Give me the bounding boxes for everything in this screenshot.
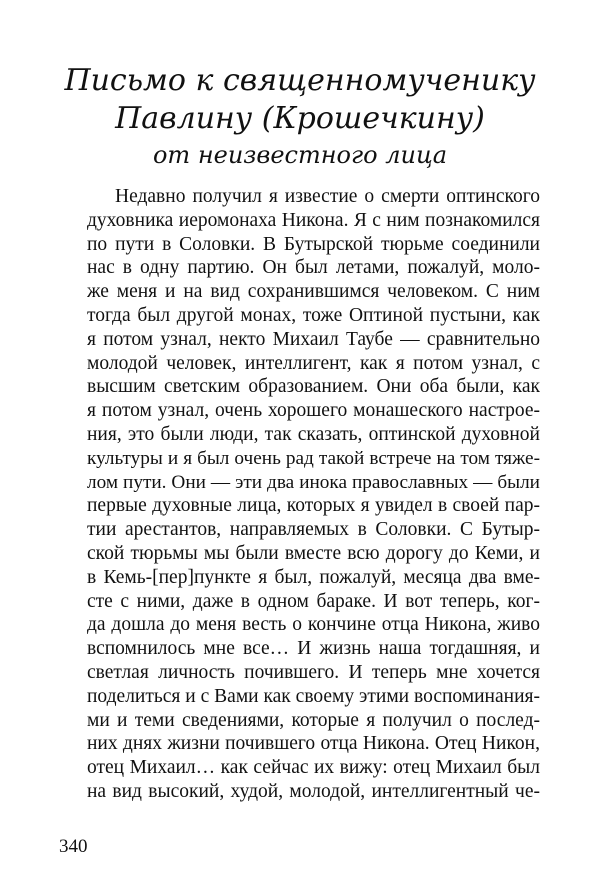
text-line: на вид высокий, худой, молодой, интеллигентный че-	[87, 780, 540, 802]
text-line: нас в одну партию. Он был летами, пожалуй, моло-	[87, 257, 540, 279]
text-line: ской тюрьмы мы были вместе всю дорогу до Кеми, и	[87, 542, 540, 564]
text-line: светлая личность почившего. И теперь мне хочется	[87, 661, 540, 683]
page-number: 340	[59, 836, 88, 857]
text-line: вспомнилось мне все… И жизнь наша тогдашняя, и	[87, 638, 540, 660]
text-line: да дошла до меня весть о кончине отца Никона, живо	[87, 614, 540, 636]
text-line: я потом узнал, некто Михаил Таубе — сравнительно	[87, 328, 540, 350]
text-line: тогда был другой монах, тоже Оптиной пустыни, как	[87, 304, 540, 326]
text-line: я потом узнал, очень хорошего монашеского настрое-	[87, 400, 540, 422]
text-line: лом пути. Они — эти два инока православных — были	[87, 471, 540, 493]
text-line: по пути в Соловки. В Бутырской тюрьме соединили	[87, 233, 540, 255]
chapter-title-line-2: Павлину (Крошечкину)	[115, 101, 485, 136]
text-line: высшим светским образованием. Они оба были, как	[87, 376, 540, 398]
text-line: отец Михаил… как сейчас их вижу: отец Михаил был	[87, 757, 540, 779]
body-text	[87, 185, 540, 804]
chapter-title-line-1: Письмо к священномученику	[64, 63, 536, 98]
text-line: Недавно получил я известие о смерти оптинского	[115, 186, 540, 207]
text-line: молодой человек, интеллигент, как я потом узнал, с	[87, 352, 540, 374]
text-line: тии арестантов, направляемых в Соловки. С Бутыр-	[87, 519, 540, 541]
text-line: поделиться и с Вами как своему этими воспоминания-	[87, 685, 540, 707]
text-line: ми и теми сведениями, которые я получил о послед-	[87, 709, 540, 731]
chapter-subtitle: от неизвестного лица	[152, 141, 448, 169]
text-line: ния, это были люди, так сказать, оптинской духовной	[87, 423, 540, 445]
text-line: культуры и я был очень рад такой встрече на том тяже-	[87, 447, 540, 469]
text-line: же меня и на вид сохранившимся человеком. С ним	[87, 281, 540, 303]
text-line: первые духовные лица, которых я увидел в своей пар-	[87, 495, 540, 517]
text-line: духовника иеромонаха Никона. Я с ним познакомился	[87, 209, 540, 231]
text-line: них днях жизни почившего отца Никона. Отец Никон,	[87, 733, 540, 755]
text-line: в Кемь-[пер]пункте я был, пожалуй, месяца два вме-	[87, 566, 540, 588]
text-line: сте с ними, даже в одном бараке. И вот теперь, ког-	[87, 590, 540, 612]
